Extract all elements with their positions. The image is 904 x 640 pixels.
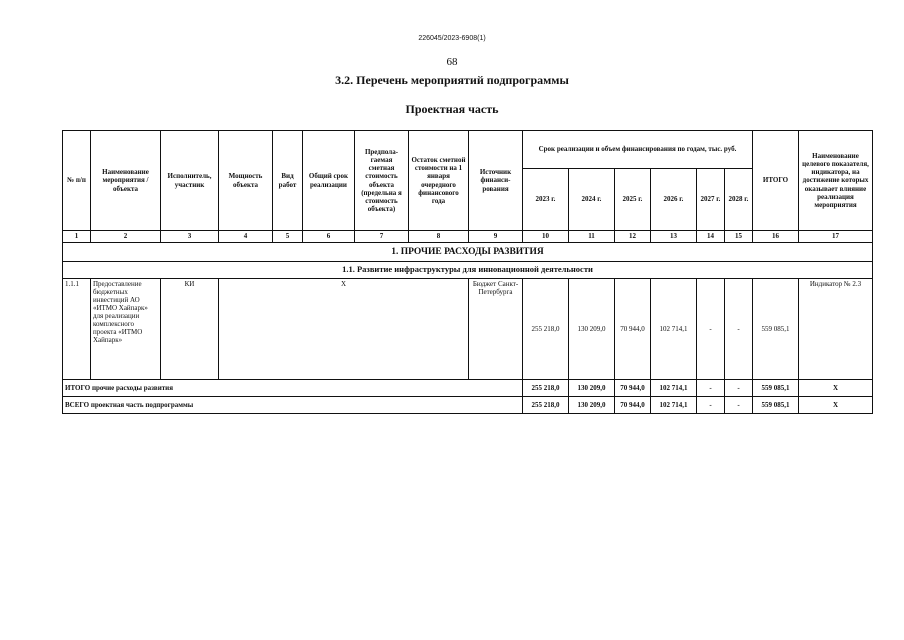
column-number: 4 [219, 231, 273, 243]
row-funding-source: Бюджет Санкт-Петербурга [469, 279, 523, 380]
column-number: 8 [409, 231, 469, 243]
header-year-2026: 2026 г. [651, 169, 697, 231]
row-2025: 70 944,0 [615, 279, 651, 380]
subsection-title: 1.1. Развитие инфраструктуры для инновационной деятельности [63, 262, 873, 279]
grand-total-2026: 102 714,1 [651, 397, 697, 414]
header-number: № п/п [63, 131, 91, 231]
header-year-2024: 2024 г. [569, 169, 615, 231]
subtotal-2024: 130 209,0 [569, 380, 615, 397]
row-2027: - [697, 279, 725, 380]
grand-total-2023: 255 218,0 [523, 397, 569, 414]
header-work-type: Вид работ [273, 131, 303, 231]
column-number: 5 [273, 231, 303, 243]
subtotal-total: 559 085,1 [753, 380, 799, 397]
header-estimated-cost: Предпола-гаемая сметная стоимость объекта (предельна я стоимость объекта) [355, 131, 409, 231]
grand-total-2025: 70 944,0 [615, 397, 651, 414]
subtotal-row [63, 380, 873, 397]
column-number: 16 [753, 231, 799, 243]
subtotal-2023: 255 218,0 [523, 380, 569, 397]
header-period: Общий срок реализации [303, 131, 355, 231]
column-number: 9 [469, 231, 523, 243]
subtotal-2025: 70 944,0 [615, 380, 651, 397]
header-executor: Исполнитель, участник [161, 131, 219, 231]
header-year-2028: 2028 г. [725, 169, 753, 231]
row-indicator: Индикатор № 2.3 [799, 279, 873, 380]
grand-total-2024: 130 209,0 [569, 397, 615, 414]
grand-total-2027: - [697, 397, 725, 414]
grand-total-row [63, 397, 873, 414]
column-number: 2 [91, 231, 161, 243]
document-id: 226045/2023-6908(1) [418, 35, 486, 42]
column-number: 11 [569, 231, 615, 243]
column-number: 15 [725, 231, 753, 243]
row-executor: КИ [161, 279, 219, 380]
row-number: 1.1.1 [63, 279, 91, 380]
section-title: 1. ПРОЧИЕ РАСХОДЫ РАЗВИТИЯ [63, 243, 873, 262]
column-number: 13 [651, 231, 697, 243]
header-name: Наименование мероприятия / объекта [91, 131, 161, 231]
header-capacity: Мощность объекта [219, 131, 273, 231]
grand-total-label: ВСЕГО проектная часть подпрограммы [63, 397, 523, 414]
document-subtitle: Проектная часть [405, 102, 499, 116]
page-number: 68 [446, 56, 458, 68]
column-number: 3 [161, 231, 219, 243]
grand-total-2028: - [725, 397, 753, 414]
header-funding-source: Источник финанси-рования [469, 131, 523, 231]
row-2024: 130 209,0 [569, 279, 615, 380]
column-number-row [63, 231, 873, 243]
header-total: ИТОГО [753, 131, 799, 231]
column-number: 17 [799, 231, 873, 243]
subtotal-2026: 102 714,1 [651, 380, 697, 397]
table-row [63, 279, 873, 380]
header-funding-group: Срок реализации и объем финансирования по годам, тыс. руб. [523, 131, 753, 169]
header-remaining-cost: Остаток сметной стоимости на 1 января очередного финансового года [409, 131, 469, 231]
row-2023: 255 218,0 [523, 279, 569, 380]
subtotal-2028: - [725, 380, 753, 397]
activities-table [62, 130, 873, 414]
header-year-2027: 2027 г. [697, 169, 725, 231]
document-title: 3.2. Перечень мероприятий подпрограммы [335, 73, 569, 87]
column-number: 10 [523, 231, 569, 243]
row-2026: 102 714,1 [651, 279, 697, 380]
row-activity-name: Предоставление бюджетных инвестиций АО «ИТМО Хайпарк» для реализации комплексного проекта «ИТМО Хайпарк» [91, 279, 161, 380]
header-year-2025: 2025 г. [615, 169, 651, 231]
column-number: 6 [303, 231, 355, 243]
subsection-row [63, 262, 873, 279]
column-number: 12 [615, 231, 651, 243]
column-number: 1 [63, 231, 91, 243]
header-indicator: Наименование целевого показателя, индикатора, на достижение которых оказывает влияние реализация мероприятия [799, 131, 873, 231]
column-number: 14 [697, 231, 725, 243]
row-2028: - [725, 279, 753, 380]
subtotal-label: ИТОГО прочие расходы развития [63, 380, 523, 397]
table-header-row [63, 131, 873, 169]
row-merged-x: Х [219, 279, 469, 380]
subtotal-2027: - [697, 380, 725, 397]
row-total: 559 085,1 [753, 279, 799, 380]
grand-total-indicator: Х [799, 397, 873, 414]
column-number: 7 [355, 231, 409, 243]
header-year-2023: 2023 г. [523, 169, 569, 231]
grand-total-total: 559 085,1 [753, 397, 799, 414]
section-row [63, 243, 873, 262]
subtotal-indicator: Х [799, 380, 873, 397]
